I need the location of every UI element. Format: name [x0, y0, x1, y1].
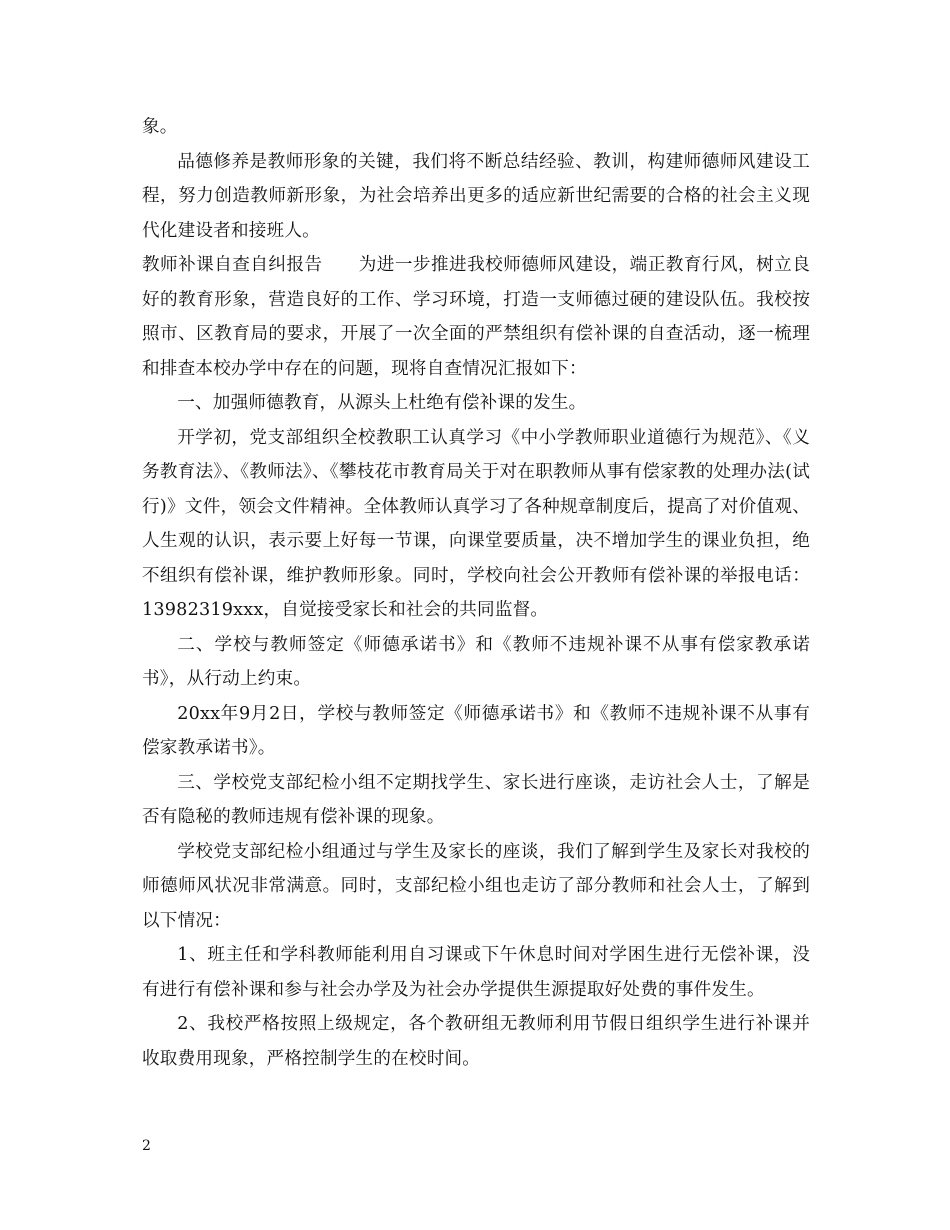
document-body: [142, 110, 810, 1076]
paragraph-continuation: 象。: [142, 117, 178, 137]
section-heading-two: 二、学校与教师签定《师德承诺书》和《教师不违规补课不从事有偿家教承诺书》，从行动上约束。: [142, 634, 810, 689]
section-heading-one: 一、加强师德教育，从源头上杜绝有偿补课的发生。: [177, 393, 587, 413]
paragraph-report-intro: 教师补课自查自纠报告 为进一步推进我校师德师风建设，端正教育行风，树立良好的教育形象，营造良好的工作、学习环境，打造一支师德过硬的建设队伍。我校按照市、区教育局的要求，开展了一次全面的严禁组织有偿补课的自查活动，逐一梳理和排查本校办学中存在的问题，现将自查情况汇报如下：: [142, 255, 810, 379]
paragraph-signing-date: 20xx年9月2日，学校与教师签定《师德承诺书》和《教师不违规补课不从事有偿家教承诺书》。: [142, 703, 810, 758]
section-heading-three: 三、学校党支部纪检小组不定期找学生、家长进行座谈，走访社会人士，了解是否有隐秘的教师违规有偿补课的现象。: [142, 772, 810, 827]
list-item-one: 1、班主任和学科教师能利用自习课或下午休息时间对学困生进行无偿补课，没有进行有偿补课和参与社会办学及为社会办学提供生源提取好处费的事件发生。: [142, 945, 810, 1000]
paragraph-study-regulations: 开学初，党支部组织全校教职工认真学习《中小学教师职业道德行为规范》、《义务教育法》、《教师法》、《攀枝花市教育局关于对在职教师从事有偿家教的处理办法(试行)》文件，领会文件精神。全体教师认真学习了各种规章制度后，提高了对价值观、人生观的认识，表示要上好每一节课，向课堂要质量，决不增加学生的课业负担，绝不组织有偿补课，维护教师形象。同时，学校向社会公开教师有偿补课的举报电话：13982319xxx，自觉接受家长和社会的共同监督。: [142, 427, 810, 620]
paragraph-moral-cultivation: 品德修养是教师形象的关键，我们将不断总结经验、教训，构建师德师风建设工程，努力创造教师新形象，为社会培养出更多的适应新世纪需要的合格的社会主义现代化建设者和接班人。: [142, 151, 810, 241]
list-item-two: 2、我校严格按照上级规定，各个教研组无教师利用节假日组织学生进行补课并收取费用现象，严格控制学生的在校时间。: [142, 1014, 810, 1069]
page-number: 2: [142, 1138, 151, 1154]
paragraph-inspection-findings: 学校党支部纪检小组通过与学生及家长的座谈，我们了解到学生及家长对我校的师德师风状况非常满意。同时，支部纪检小组也走访了部分教师和社会人士，了解到以下情况：: [142, 841, 810, 931]
